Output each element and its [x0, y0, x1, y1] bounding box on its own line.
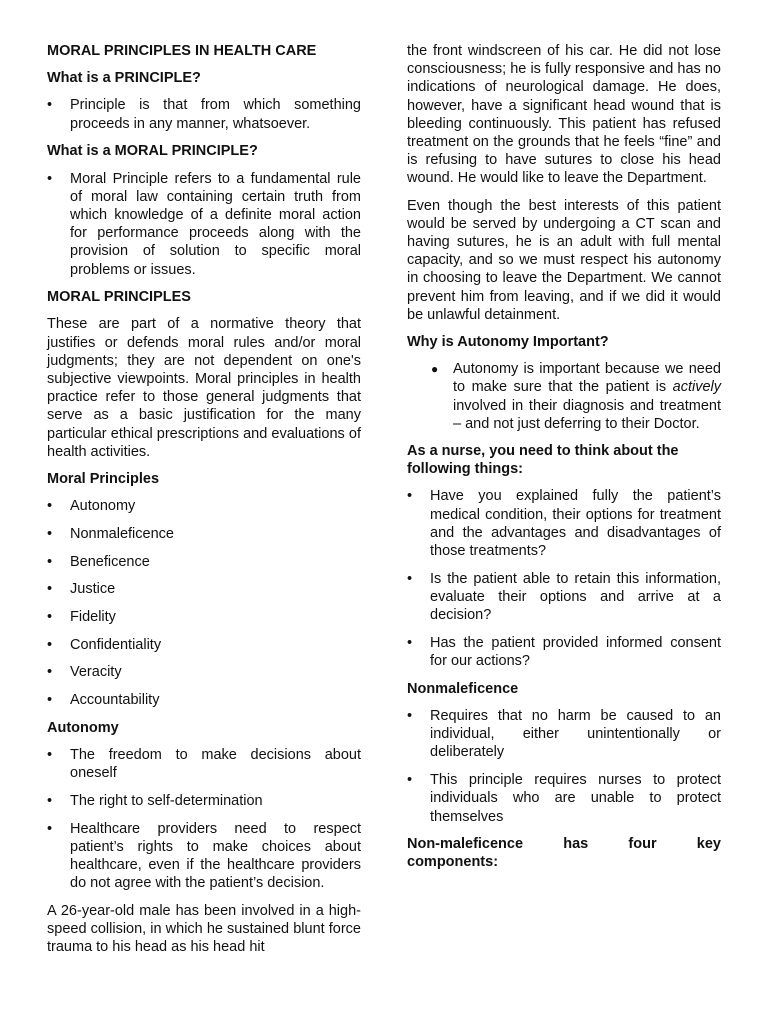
principles-list — [47, 497, 361, 709]
nk-word: four — [628, 836, 657, 853]
nonmaleficence-list — [407, 707, 721, 826]
list-item: • Has the patient provided informed consent for our actions? — [407, 634, 721, 670]
list-item: • Have you explained fully the patient’s medical condition, their options for treatment and the advantages and disadvantages of those treatments? — [407, 487, 721, 560]
heading-nonmaleficence-components — [407, 835, 721, 871]
autonomy-list — [47, 746, 361, 892]
list-item: • The freedom to make decisions about oneself — [47, 746, 361, 782]
nk-word: key — [696, 836, 721, 853]
list-item — [431, 360, 721, 433]
list-item: • Accountability — [47, 691, 361, 709]
heading-nurse-considerations: As a nurse, you need to think about the following things: — [407, 443, 679, 478]
heading-moral-principles: MORAL PRINCIPLES — [47, 289, 191, 306]
list-item: • This principle requires nurses to protect individuals who are unable to protect themselves — [407, 771, 721, 826]
list-item: • Fidelity — [47, 608, 361, 626]
list-item: • Veracity — [47, 663, 361, 681]
case-paragraph-2: Even though the best interests of this patient would be served by undergoing a CT scan and having sutures, he is an adult with full mental capacity, and so we must respect his autonomy in choosing to leave the Department. We cannot prevent him from leaving, and if we did it would be unlawful detainment. — [407, 197, 721, 323]
list-item: • Confidentiality — [47, 636, 361, 654]
list-item: • Autonomy — [47, 497, 361, 515]
heading-nonmaleficence: Nonmaleficence — [407, 680, 519, 697]
right-column — [407, 42, 721, 872]
left-column — [47, 42, 361, 966]
heading-why-autonomy: Why is Autonomy Important? — [407, 334, 609, 351]
principle-definition-list — [47, 96, 361, 132]
why-text-emphasis: actively — [672, 379, 722, 396]
heading-what-is-moral-principle: What is a MORAL PRINCIPLE? — [47, 143, 258, 160]
list-item: • Moral Principle refers to a fundamental rule of moral law containing certain truth from which knowledge of a definite moral action for performance proceeds along with the provision of solution to specific moral problems or issues. — [47, 170, 361, 279]
heading-moral-principles-list: Moral Principles — [47, 471, 160, 488]
list-item: • Principle is that from which something proceeds in any manner, whatsoever. — [47, 96, 361, 132]
list-item: • Nonmaleficence — [47, 525, 361, 543]
heading-what-is-principle: What is a PRINCIPLE? — [47, 70, 201, 87]
case-paragraph-start: A 26-year-old male has been involved in a high-speed collision, in which he sustained blunt force trauma to his head as his head hit — [47, 903, 361, 956]
list-item: • Healthcare providers need to respect patient’s rights to make choices about healthcare, even if the healthcare providers do not agree with the patient’s decision. — [47, 820, 361, 893]
list-item: • The right to self-determination — [47, 792, 361, 810]
components-line-1 — [407, 835, 721, 853]
case-paragraph-continued: the front windscreen of his car. He did not lose consciousness; he is fully responsive and has no indications of neurological damage. He does, however, have a significant head wound that is bleeding continuously. This patient has refused treatment on the grounds that he feels “fine” and is refusing to have sutures to close his head wound. He would like to leave the Department. — [407, 43, 721, 187]
why-autonomy-list — [407, 360, 721, 433]
moral-principle-definition-list — [47, 170, 361, 279]
nurse-considerations-list — [407, 487, 721, 670]
nk-word: Non-maleficence — [407, 836, 524, 853]
list-item: • Beneficence — [47, 553, 361, 571]
components-line-2: components: — [407, 854, 499, 871]
list-item: • Requires that no harm be caused to an individual, either unintentionally or deliberately — [407, 707, 721, 762]
moral-principles-paragraph: These are part of a normative theory that justifies or defends moral rules and/or moral judgments; they are not dependent on one's subjective viewpoints. Moral principles in health practice refer to those general judgments that serve as a basic justification for the many particular ethical prescriptions and evaluations of health activities. — [47, 316, 361, 460]
why-text-post: involved in their diagnosis and treatment – and not just deferring to their Doctor. — [453, 397, 721, 432]
list-item: • Justice — [47, 580, 361, 598]
nk-word: has — [563, 836, 589, 853]
document-title: MORAL PRINCIPLES IN HEALTH CARE — [47, 43, 317, 59]
why-text-pre: Autonomy is important because we need to make sure that the patient is — [453, 361, 721, 396]
heading-autonomy: Autonomy — [47, 719, 119, 736]
list-item: • Is the patient able to retain this information, evaluate their options and arrive at a decision? — [407, 570, 721, 625]
